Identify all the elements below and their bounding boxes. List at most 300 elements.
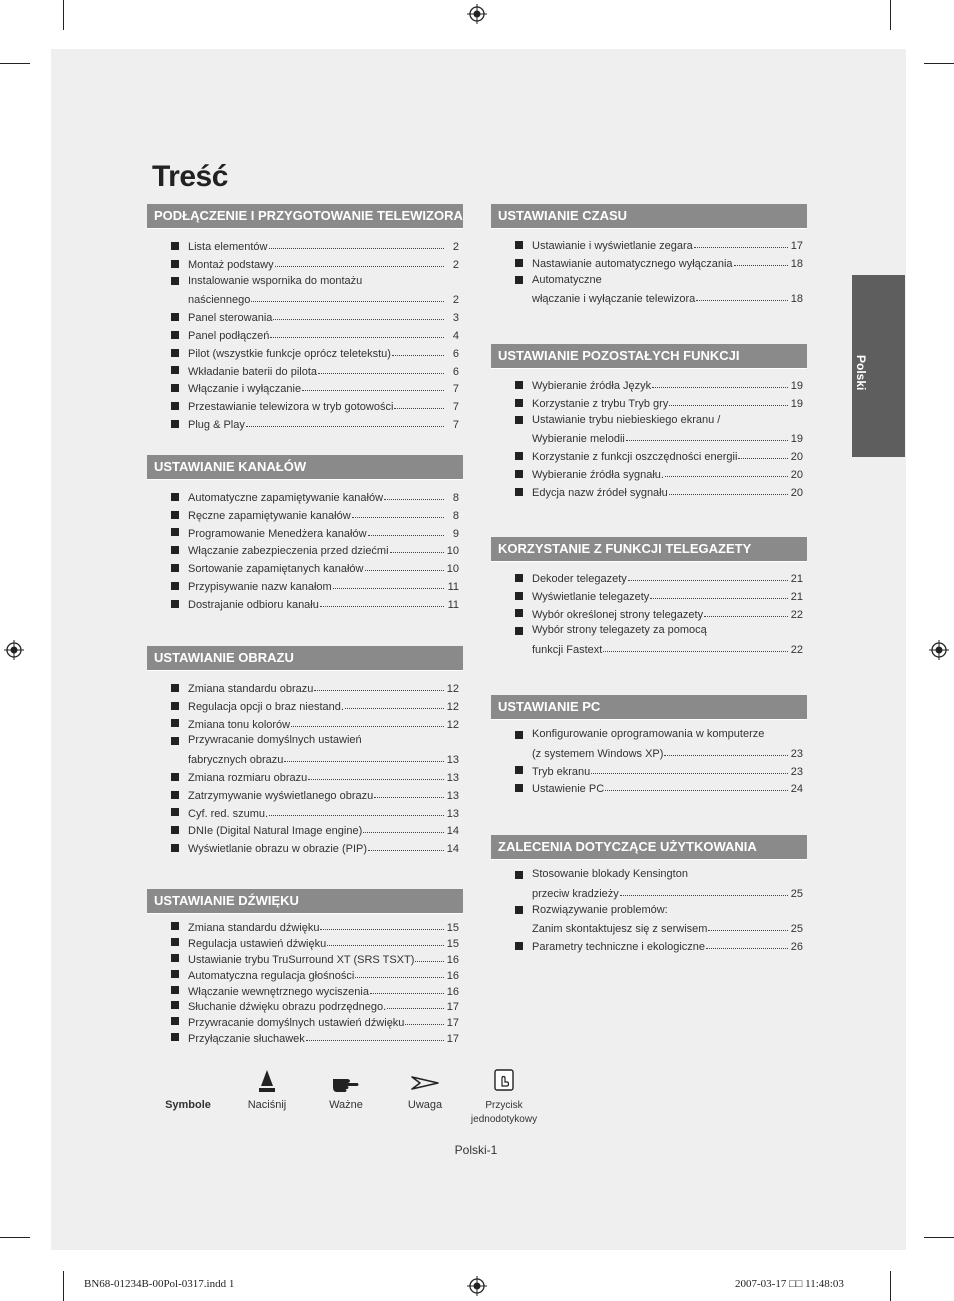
leader-dots bbox=[392, 343, 444, 356]
leader-dots bbox=[591, 761, 788, 774]
square-bullet-icon bbox=[515, 871, 523, 879]
square-bullet-icon bbox=[171, 277, 179, 285]
square-bullet-icon bbox=[515, 488, 523, 496]
toc-entry bbox=[491, 762, 807, 780]
leader-dots bbox=[314, 678, 444, 691]
note-arrow-icon bbox=[410, 1070, 440, 1096]
toc-entry-text: Wybieranie melodii bbox=[532, 433, 625, 446]
leader-dots bbox=[696, 288, 788, 301]
leader-dots bbox=[390, 540, 444, 553]
one-touch-label-line2: jednodotykowy bbox=[470, 1114, 538, 1125]
registration-mark-icon bbox=[467, 4, 487, 24]
toc-page-number: 7 bbox=[452, 418, 459, 431]
press-icon bbox=[252, 1068, 282, 1094]
toc-entry-text: Włączanie wewnętrznego wyciszenia bbox=[188, 985, 369, 998]
leader-dots bbox=[374, 785, 444, 798]
toc-entry-text: Automatyczne zapamiętywanie kanałów bbox=[188, 492, 384, 504]
toc-entry bbox=[147, 715, 463, 733]
leader-dots bbox=[269, 236, 445, 249]
toc-page-number: 14 bbox=[446, 825, 459, 838]
toc-page-number: 26 bbox=[790, 941, 803, 954]
toc-entry-text: Cyf. red. szumu. bbox=[188, 807, 269, 820]
square-bullet-icon bbox=[515, 574, 523, 582]
square-bullet-icon bbox=[171, 791, 179, 799]
toc-page-number: 13 bbox=[446, 789, 459, 802]
toc-page-number: 7 bbox=[452, 401, 459, 414]
leader-dots bbox=[345, 696, 444, 709]
toc-entry-text: fabrycznych obrazu bbox=[188, 754, 284, 767]
toc-entry-text: Nastawianie automatycznego wyłączania bbox=[532, 257, 733, 270]
leader-dots bbox=[333, 576, 444, 589]
toc-section-connection-setup bbox=[147, 204, 463, 431]
toc-entry bbox=[147, 768, 463, 786]
square-bullet-icon bbox=[171, 511, 179, 519]
square-bullet-icon bbox=[171, 349, 179, 357]
pointing-hand-icon bbox=[331, 1070, 361, 1096]
toc-entry-text: Plug & Play bbox=[188, 418, 245, 431]
toc-entry bbox=[147, 344, 463, 362]
toc-page-number: 12 bbox=[446, 700, 459, 713]
toc-section-channels bbox=[147, 455, 463, 611]
toc-page-number: 19 bbox=[790, 397, 803, 410]
leader-dots bbox=[320, 917, 444, 930]
leader-dots bbox=[628, 568, 788, 581]
leader-dots bbox=[275, 254, 444, 267]
toc-page-number: 12 bbox=[446, 683, 459, 695]
leader-dots bbox=[308, 767, 444, 780]
square-bullet-icon bbox=[171, 773, 179, 781]
leader-dots bbox=[734, 253, 788, 266]
toc-page-number: 2 bbox=[452, 241, 459, 253]
crop-mark bbox=[890, 1271, 891, 1301]
leader-dots bbox=[270, 325, 444, 338]
toc-entry bbox=[491, 483, 807, 501]
toc-entry bbox=[491, 605, 807, 623]
toc-entry bbox=[147, 934, 463, 950]
registration-mark-icon bbox=[4, 640, 24, 660]
toc-entry-text: Przywracanie domyślnych ustawień bbox=[188, 734, 362, 747]
toc-entry-text: Dekoder telegazety bbox=[532, 573, 627, 585]
toc-entry bbox=[491, 726, 807, 762]
toc-entry bbox=[491, 779, 807, 797]
leader-dots bbox=[704, 604, 788, 617]
toc-page-number: 4 bbox=[452, 329, 459, 342]
square-bullet-icon bbox=[515, 627, 523, 635]
leader-dots bbox=[626, 428, 788, 441]
toc-entry-text: Pilot (wszystkie funkcje oprócz teletekstu) bbox=[188, 347, 391, 360]
leader-dots bbox=[302, 378, 444, 391]
square-bullet-icon bbox=[171, 970, 179, 978]
toc-entry bbox=[491, 902, 807, 938]
toc-entry-text: Automatyczna regulacja głośności bbox=[188, 969, 355, 982]
toc-entry-text: Ustawienie PC bbox=[532, 783, 605, 796]
toc-entry bbox=[147, 1013, 463, 1029]
toc-entry-text: Wybieranie źródła Język bbox=[532, 380, 652, 392]
toc-entry-text: Automatyczne bbox=[532, 273, 602, 286]
toc-entry-text: Regulacja ustawień dźwięku bbox=[188, 937, 327, 950]
toc-entry bbox=[147, 308, 463, 326]
toc-entry-text: Panel sterowania bbox=[188, 312, 273, 325]
toc-entry-text: włączanie i wyłączanie telewizora bbox=[532, 293, 696, 306]
leader-dots bbox=[650, 586, 788, 599]
toc-page-number: 25 bbox=[790, 887, 803, 900]
square-bullet-icon bbox=[171, 420, 179, 428]
toc-list bbox=[491, 376, 807, 501]
toc-entry-text: Przyłączanie słuchawek bbox=[188, 1033, 305, 1046]
toc-page-number: 6 bbox=[452, 347, 459, 360]
leader-dots bbox=[284, 749, 444, 762]
toc-entry bbox=[147, 950, 463, 966]
toc-page-number: 14 bbox=[446, 843, 459, 856]
toc-page-number: 2 bbox=[452, 294, 459, 307]
toc-entry-text: Wybór strony telegazety za pomocą bbox=[532, 624, 707, 637]
toc-page-number: 18 bbox=[790, 257, 803, 270]
leader-dots bbox=[368, 523, 444, 536]
toc-entry-text: Przypisywanie nazw kanałom bbox=[188, 580, 332, 593]
crop-mark bbox=[890, 0, 891, 30]
toc-entry-text: Sortowanie zapamiętanych kanałów bbox=[188, 563, 364, 576]
toc-list bbox=[491, 726, 807, 797]
toc-section-teletext bbox=[491, 537, 807, 657]
one-touch-label bbox=[460, 1099, 548, 1127]
toc-section-usage-recommendations bbox=[491, 835, 807, 954]
registration-mark-icon bbox=[929, 640, 949, 660]
toc-list bbox=[147, 488, 463, 613]
square-bullet-icon bbox=[515, 241, 523, 249]
toc-entry-text: Regulacja opcji o braz niestand. bbox=[188, 700, 344, 713]
toc-entry bbox=[147, 821, 463, 839]
toc-entry bbox=[491, 622, 807, 658]
square-bullet-icon bbox=[171, 528, 179, 536]
leader-dots bbox=[246, 414, 444, 427]
toc-entry bbox=[491, 376, 807, 394]
toc-page-number: 22 bbox=[790, 644, 803, 657]
square-bullet-icon bbox=[171, 986, 179, 994]
toc-entry-text: Instalowanie wspornika do montażu bbox=[188, 274, 363, 287]
toc-section-picture bbox=[147, 646, 463, 856]
toc-entry bbox=[147, 326, 463, 344]
leader-dots bbox=[269, 803, 444, 816]
toc-entry-text: Przywracanie domyślnych ustawień dźwięku bbox=[188, 1017, 405, 1030]
toc-page-number: 13 bbox=[446, 771, 459, 784]
toc-page-number: 17 bbox=[790, 240, 803, 252]
square-bullet-icon bbox=[171, 564, 179, 572]
square-bullet-icon bbox=[171, 922, 179, 930]
leader-dots bbox=[273, 307, 444, 320]
toc-entry bbox=[491, 394, 807, 412]
section-heading: USTAWIANIE KANAŁÓW bbox=[147, 455, 463, 480]
toc-section-pc bbox=[491, 695, 807, 796]
toc-entry bbox=[147, 559, 463, 577]
toc-entry-text: Tryb ekranu bbox=[532, 765, 591, 778]
leader-dots bbox=[327, 933, 444, 946]
press-label: Naciśnij bbox=[247, 1099, 287, 1111]
toc-page-number: 16 bbox=[446, 969, 459, 982]
toc-entry bbox=[147, 918, 463, 934]
toc-entry bbox=[147, 966, 463, 982]
toc-page-number: 12 bbox=[446, 718, 459, 731]
toc-entry bbox=[147, 255, 463, 273]
square-bullet-icon bbox=[515, 470, 523, 478]
toc-entry bbox=[147, 362, 463, 380]
square-bullet-icon bbox=[171, 384, 179, 392]
square-bullet-icon bbox=[171, 684, 179, 692]
crop-mark bbox=[0, 63, 30, 64]
toc-entry-text: Zanim skontaktujesz się z serwisem bbox=[532, 923, 708, 936]
crop-mark bbox=[0, 1237, 30, 1238]
toc-entry bbox=[147, 237, 463, 255]
toc-entry-text: Zmiana rozmiaru obrazu bbox=[188, 771, 308, 784]
toc-entry-text: Ustawianie trybu TruSurround XT (SRS TSXT) bbox=[188, 953, 415, 966]
leader-dots bbox=[738, 446, 788, 459]
toc-entry bbox=[491, 272, 807, 308]
toc-entry-text: Dostrajanie odbioru kanału bbox=[188, 598, 319, 611]
toc-page-number: 11 bbox=[447, 580, 459, 593]
toc-page-number: 8 bbox=[452, 492, 459, 504]
toc-entry bbox=[147, 379, 463, 397]
square-bullet-icon bbox=[171, 600, 179, 608]
toc-page-number: 3 bbox=[452, 312, 459, 325]
toc-entry-text: Wkładanie baterii do pilota bbox=[188, 365, 318, 378]
crop-mark bbox=[63, 1271, 64, 1301]
page-number: Polski-1 bbox=[454, 1143, 498, 1157]
toc-page-number: 23 bbox=[790, 765, 803, 778]
toc-page-number: 13 bbox=[446, 807, 459, 820]
one-touch-button-icon bbox=[489, 1068, 519, 1094]
toc-page-number: 19 bbox=[790, 380, 803, 392]
slug-filename: BN68-01234B-00Pol-0317.indd 1 bbox=[84, 1278, 235, 1290]
toc-entry-text: Rozwiązywanie problemów: bbox=[532, 903, 668, 916]
toc-page-number: 13 bbox=[446, 754, 459, 767]
toc-entry bbox=[147, 732, 463, 768]
toc-entry bbox=[147, 1029, 463, 1045]
toc-entry-text: DNIe (Digital Natural Image engine) bbox=[188, 825, 363, 838]
leader-dots bbox=[603, 639, 788, 652]
toc-page-number: 16 bbox=[446, 953, 459, 966]
square-bullet-icon bbox=[515, 784, 523, 792]
toc-entry bbox=[491, 866, 807, 902]
leader-dots bbox=[605, 778, 788, 791]
toc-page-number: 7 bbox=[452, 383, 459, 396]
square-bullet-icon bbox=[171, 366, 179, 374]
toc-entry-text: Stosowanie blokady Kensington bbox=[532, 868, 688, 880]
toc-entry bbox=[147, 804, 463, 822]
section-heading: USTAWIANIE CZASU bbox=[491, 204, 807, 229]
toc-entry bbox=[147, 541, 463, 559]
square-bullet-icon bbox=[171, 1001, 179, 1009]
toc-page-number: 11 bbox=[447, 598, 459, 611]
leader-dots bbox=[394, 396, 444, 409]
section-heading: PODŁĄCZENIE I PRZYGOTOWANIE TELEWIZORA bbox=[147, 204, 463, 229]
toc-entry-text: Zmiana standardu dźwięku bbox=[188, 922, 320, 934]
symbols-label: Symbole bbox=[165, 1099, 211, 1111]
toc-entry-text: Przestawianie telewizora w tryb gotowości bbox=[188, 401, 394, 414]
toc-page-number: 17 bbox=[446, 1001, 459, 1014]
page-title: Treść bbox=[152, 160, 228, 193]
square-bullet-icon bbox=[515, 731, 523, 739]
toc-page-number: 21 bbox=[790, 590, 803, 603]
leader-dots bbox=[320, 594, 444, 607]
important-label: Ważne bbox=[329, 1099, 363, 1111]
toc-entry-text: Zmiana tonu kolorów bbox=[188, 718, 291, 731]
leader-dots bbox=[620, 883, 788, 896]
toc-list bbox=[147, 679, 463, 857]
square-bullet-icon bbox=[515, 906, 523, 914]
toc-entry-text: Panel podłączeń bbox=[188, 329, 270, 342]
toc-page-number: 25 bbox=[790, 923, 803, 936]
square-bullet-icon bbox=[515, 381, 523, 389]
toc-entry-text: Ustawianie i wyświetlanie zegara bbox=[532, 240, 693, 252]
toc-page-number: 6 bbox=[452, 365, 459, 378]
leader-dots bbox=[355, 965, 444, 978]
toc-page-number: 20 bbox=[790, 486, 803, 499]
toc-entry-text: Zmiana standardu obrazu bbox=[188, 683, 314, 695]
toc-entry-text: Parametry techniczne i ekologiczne bbox=[532, 941, 706, 954]
slug-datetime: 2007-03-17 □□ 11:48:03 bbox=[735, 1278, 844, 1290]
toc-entry-text: Edycja nazw źródeł sygnału bbox=[532, 486, 668, 499]
square-bullet-icon bbox=[171, 702, 179, 710]
toc-entry-text: (z systemem Windows XP) bbox=[532, 747, 664, 760]
toc-entry bbox=[491, 937, 807, 955]
toc-entry-text: Programowanie Menedżera kanałów bbox=[188, 527, 367, 540]
toc-page-number: 20 bbox=[790, 468, 803, 481]
toc-entry bbox=[491, 254, 807, 272]
square-bullet-icon bbox=[171, 313, 179, 321]
toc-entry bbox=[491, 569, 807, 587]
toc-entry-text: Wyświetlanie telegazety bbox=[532, 590, 650, 603]
toc-page-number: 2 bbox=[452, 258, 459, 271]
registration-mark-icon bbox=[467, 1276, 487, 1296]
toc-page-number: 24 bbox=[790, 783, 803, 796]
toc-entry bbox=[147, 839, 463, 857]
leader-dots bbox=[352, 505, 444, 518]
toc-entry-text: Lista elementów bbox=[188, 241, 268, 253]
square-bullet-icon bbox=[515, 416, 523, 424]
toc-page-number: 9 bbox=[452, 527, 459, 540]
square-bullet-icon bbox=[171, 719, 179, 727]
toc-page-number: 10 bbox=[446, 563, 459, 576]
toc-entry-text: Włączanie zabezpieczenia przed dziećmi bbox=[188, 545, 389, 558]
toc-entry-text: przeciw kradzieży bbox=[532, 887, 619, 900]
toc-page-number: 15 bbox=[446, 937, 459, 950]
square-bullet-icon bbox=[171, 402, 179, 410]
toc-entry bbox=[147, 524, 463, 542]
toc-entry-text: Korzystanie z trybu Tryb gry bbox=[532, 397, 669, 410]
toc-entry-text: Wybieranie źródła sygnału. bbox=[532, 468, 664, 481]
leader-dots bbox=[291, 714, 444, 727]
toc-entry bbox=[491, 447, 807, 465]
square-bullet-icon bbox=[515, 259, 523, 267]
leader-dots bbox=[669, 393, 788, 406]
one-touch-label-line1: Przycisk bbox=[485, 1100, 523, 1111]
toc-entry-text: Zatrzymywanie wyświetlanego obrazu bbox=[188, 789, 374, 802]
crop-mark bbox=[924, 63, 954, 64]
language-tab-label: Polski bbox=[854, 355, 868, 391]
toc-entry-text: Wybór określonej strony telegazety bbox=[532, 608, 704, 621]
toc-entry bbox=[147, 397, 463, 415]
toc-entry-text: Wyświetlanie obrazu w obrazie (PIP) bbox=[188, 843, 368, 856]
section-heading: USTAWIANIE DŹWIĘKU bbox=[147, 889, 463, 914]
leader-dots bbox=[405, 1012, 444, 1025]
square-bullet-icon bbox=[515, 609, 523, 617]
leader-dots bbox=[251, 289, 444, 302]
toc-list bbox=[491, 236, 807, 307]
square-bullet-icon bbox=[515, 592, 523, 600]
toc-entry-text: Ustawianie trybu niebieskiego ekranu / bbox=[532, 413, 721, 426]
square-bullet-icon bbox=[171, 260, 179, 268]
square-bullet-icon bbox=[171, 938, 179, 946]
toc-page-number: 16 bbox=[446, 985, 459, 998]
leader-dots bbox=[384, 487, 444, 500]
toc-entry bbox=[147, 595, 463, 613]
toc-entry-text: Ręczne zapamiętywanie kanałów bbox=[188, 509, 351, 522]
leader-dots bbox=[664, 743, 788, 756]
toc-entry bbox=[147, 577, 463, 595]
toc-entry bbox=[147, 679, 463, 697]
toc-entry bbox=[147, 997, 463, 1013]
toc-entry-text: Montaż podstawy bbox=[188, 258, 274, 271]
toc-page-number: 17 bbox=[446, 1033, 459, 1046]
toc-section-other-functions bbox=[491, 344, 807, 499]
toc-entry bbox=[491, 412, 807, 448]
toc-entry-text: naściennego bbox=[188, 294, 251, 307]
square-bullet-icon bbox=[515, 399, 523, 407]
leader-dots bbox=[706, 936, 788, 949]
toc-section-time bbox=[491, 204, 807, 306]
leader-dots bbox=[669, 482, 788, 495]
toc-page-number: 21 bbox=[790, 573, 803, 585]
toc-list bbox=[147, 918, 463, 1045]
toc-page-number: 17 bbox=[446, 1017, 459, 1030]
toc-entry-text: Korzystanie z funkcji oszczędności energii bbox=[532, 451, 738, 464]
toc-entry bbox=[147, 786, 463, 804]
toc-entry-text: funkcji Fastext bbox=[532, 644, 603, 657]
square-bullet-icon bbox=[171, 737, 179, 745]
square-bullet-icon bbox=[171, 242, 179, 250]
toc-list bbox=[491, 569, 807, 658]
toc-page-number: 10 bbox=[446, 545, 459, 558]
language-tab bbox=[852, 275, 905, 457]
toc-list bbox=[491, 866, 807, 955]
square-bullet-icon bbox=[515, 766, 523, 774]
section-heading: KORZYSTANIE Z FUNKCJI TELEGAZETY bbox=[491, 537, 807, 562]
square-bullet-icon bbox=[171, 826, 179, 834]
toc-entry bbox=[491, 587, 807, 605]
leader-dots bbox=[318, 361, 444, 374]
leader-dots bbox=[387, 996, 444, 1009]
toc-page-number: 15 bbox=[446, 922, 459, 934]
leader-dots bbox=[708, 918, 788, 931]
toc-page-number: 23 bbox=[790, 747, 803, 760]
square-bullet-icon bbox=[171, 582, 179, 590]
section-heading: USTAWIANIE POZOSTAŁYCH FUNKCJI bbox=[491, 344, 807, 369]
note-label: Uwaga bbox=[407, 1099, 443, 1111]
square-bullet-icon bbox=[171, 1017, 179, 1025]
toc-entry bbox=[491, 236, 807, 254]
square-bullet-icon bbox=[515, 452, 523, 460]
square-bullet-icon bbox=[171, 954, 179, 962]
toc-section-sound bbox=[147, 889, 463, 1046]
square-bullet-icon bbox=[171, 546, 179, 554]
square-bullet-icon bbox=[171, 1033, 179, 1041]
square-bullet-icon bbox=[171, 493, 179, 501]
toc-entry-text: Słuchanie dźwięku obrazu podrzędnego. bbox=[188, 1001, 387, 1014]
toc-page-number: 22 bbox=[790, 608, 803, 621]
toc-entry bbox=[147, 273, 463, 309]
toc-list bbox=[147, 237, 463, 433]
toc-entry bbox=[147, 982, 463, 998]
leader-dots bbox=[694, 235, 788, 248]
